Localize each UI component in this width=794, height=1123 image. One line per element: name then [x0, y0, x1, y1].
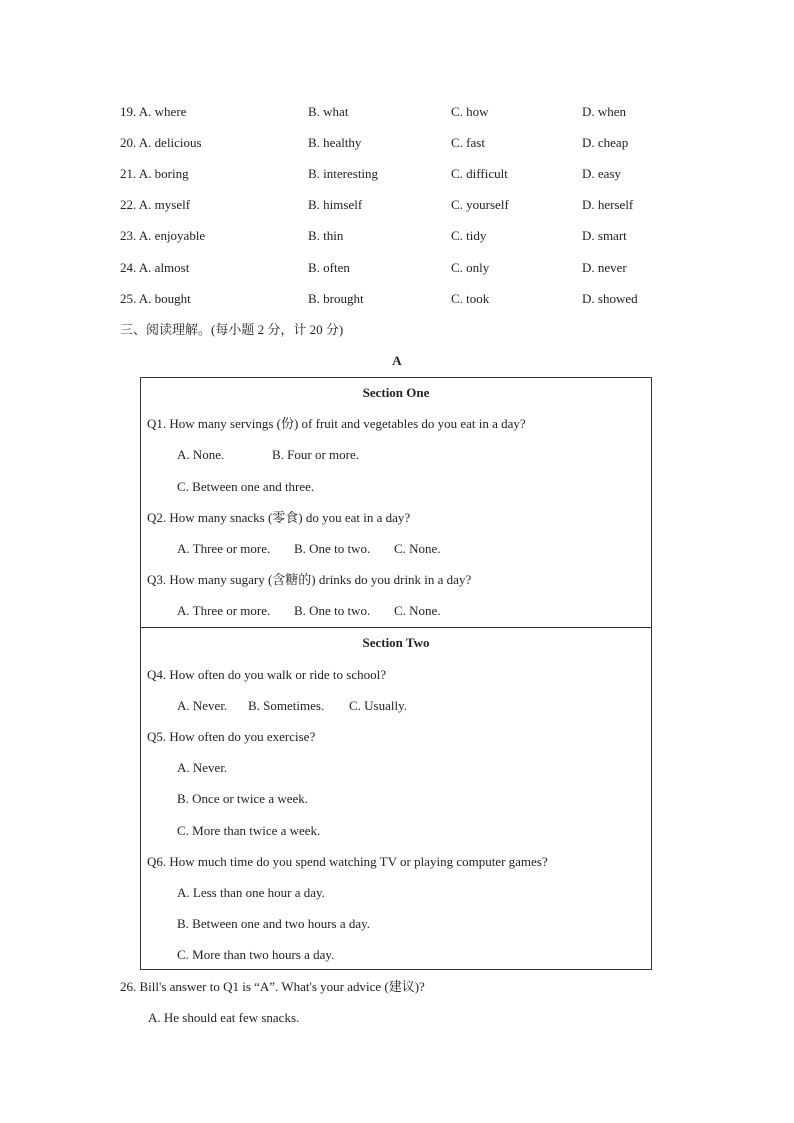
option-c: C. took — [451, 291, 490, 306]
question-q2: Q2. How many snacks (零食) do you eat in a day? — [147, 510, 411, 525]
question-q4: Q4. How often do you walk or ride to school? — [147, 667, 387, 682]
q2-option-a: A. Three or more. — [177, 541, 271, 556]
option-d: D. never — [582, 260, 627, 275]
option-row-19 — [0, 102, 794, 122]
question-q6: Q6. How much time do you spend watching TV or playing computer games? — [147, 854, 548, 869]
option-c: C. how — [451, 104, 489, 119]
option-b: B. often — [308, 260, 350, 275]
q5-option-a: A. Never. — [177, 760, 228, 775]
option-row-25 — [0, 289, 794, 309]
option-row-23 — [0, 226, 794, 246]
option-row-24 — [0, 258, 794, 278]
option-b: B. brought — [308, 291, 364, 306]
q3-option-c: C. None. — [394, 603, 441, 618]
option-d: D. smart — [582, 228, 627, 243]
option-c: C. fast — [451, 135, 485, 150]
option-row-22 — [0, 195, 794, 215]
q3-option-a: A. Three or more. — [177, 603, 271, 618]
option-a: 22. A. myself — [120, 197, 191, 212]
q6-option-a: A. Less than one hour a day. — [177, 885, 325, 900]
section-one-title: Section One — [362, 385, 430, 400]
q6-option-c: C. More than two hours a day. — [177, 947, 335, 962]
option-row-21 — [0, 164, 794, 184]
section-divider — [141, 627, 651, 628]
option-a: 20. A. delicious — [120, 135, 202, 150]
q2-option-b: B. One to two. — [294, 541, 371, 556]
option-d: D. easy — [582, 166, 621, 181]
option-d: D. when — [582, 104, 627, 119]
option-b: B. what — [308, 104, 349, 119]
option-a: 19. A. where — [120, 104, 187, 119]
passage-title: A — [392, 353, 402, 368]
option-c: C. yourself — [451, 197, 509, 212]
question-q3: Q3. How many sugary (含糖的) drinks do you drink in a day? — [147, 572, 472, 587]
question-q5: Q5. How often do you exercise? — [147, 729, 316, 744]
option-b: B. thin — [308, 228, 344, 243]
q2-option-c: C. None. — [394, 541, 441, 556]
option-b: B. healthy — [308, 135, 362, 150]
q6-option-b: B. Between one and two hours a day. — [177, 916, 371, 931]
q3-option-b: B. One to two. — [294, 603, 371, 618]
q1-option-b: B. Four or more. — [272, 447, 360, 462]
option-b: B. himself — [308, 197, 363, 212]
q1-option-a: A. None. — [177, 447, 225, 462]
option-c: C. tidy — [451, 228, 487, 243]
option-d: D. cheap — [582, 135, 629, 150]
option-a: 25. A. bought — [120, 291, 191, 306]
option-d: D. herself — [582, 197, 634, 212]
q4-option-a: A. Never. — [177, 698, 228, 713]
option-c: C. only — [451, 260, 490, 275]
option-d: D. showed — [582, 291, 638, 306]
option-a: 23. A. enjoyable — [120, 228, 206, 243]
survey-table — [140, 377, 652, 970]
q5-option-c: C. More than twice a week. — [177, 823, 321, 838]
question-26-option-a: A. He should eat few snacks. — [148, 1010, 300, 1025]
section-heading: 三、阅读理解。(每小题 2 分，计 20 分) — [120, 322, 344, 337]
question-26: 26. Bill's answer to Q1 is “A”. What's your advice (建议)? — [120, 979, 425, 994]
section-two-title: Section Two — [362, 635, 430, 650]
q4-option-b: B. Sometimes. — [248, 698, 325, 713]
option-a: 21. A. boring — [120, 166, 189, 181]
q4-option-c: C. Usually. — [349, 698, 408, 713]
option-row-20 — [0, 133, 794, 153]
option-b: B. interesting — [308, 166, 379, 181]
q5-option-b: B. Once or twice a week. — [177, 791, 309, 806]
q1-option-c: C. Between one and three. — [177, 479, 315, 494]
question-q1: Q1. How many servings (份) of fruit and vegetables do you eat in a day? — [147, 416, 526, 431]
option-a: 24. A. almost — [120, 260, 190, 275]
option-c: C. difficult — [451, 166, 508, 181]
